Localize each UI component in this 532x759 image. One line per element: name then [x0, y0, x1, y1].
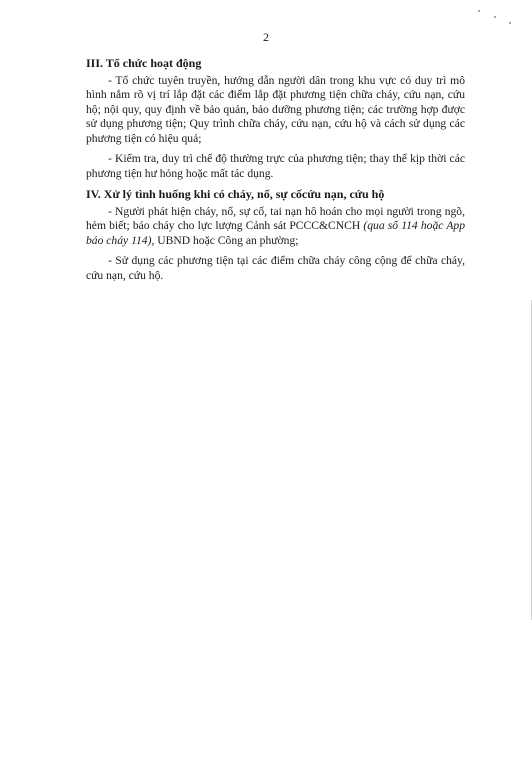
section-heading-iii: III. Tổ chức hoạt động — [86, 56, 202, 70]
document-body — [86, 50, 465, 289]
paragraph — [86, 205, 465, 249]
paragraph: - Tổ chức tuyên truyền, hướng dẫn người dân trong khu vực có duy trì mô hình nắm rõ vị trí lắp đặt các điểm lắp đặt phương tiện chữa cháy, cứu nạn, cứu hộ; nội quy, quy định về bảo quản, bảo dưỡng phương tiện; các trường hợp được sử dụng phương tiện; Quy trình chữa cháy, cứu nạn, cứu hộ và cách sử dụng các phương tiện có hiệu quả; — [86, 73, 465, 145]
scan-speck — [509, 22, 511, 24]
scan-speck — [494, 16, 496, 18]
scan-speck — [478, 10, 480, 12]
section-heading-iv: IV. Xử lý tình huống khi có cháy, nổ, sự cốcứu nạn, cứu hộ — [86, 187, 385, 201]
page-number: 2 — [263, 30, 269, 44]
paragraph-text: , UBND hoặc Công an phường; — [151, 233, 299, 247]
paragraph-text: - Người phát hiện cháy, nổ, sự cố, tai nạn hô hoán cho mọi người trong ngõ, hẻm biết; báo cháy cho lực lượng Cảnh sát PCCC&CNCH — [86, 204, 465, 232]
paragraph: - Kiểm tra, duy trì chế độ thường trực của phương tiện; thay thế kịp thời các phương tiện hư hỏng hoặc mất tác dụng. — [86, 152, 465, 180]
paragraph: - Sử dụng các phương tiện tại các điểm chữa cháy công cộng để chữa cháy, cứu nạn, cứu hộ. — [86, 254, 465, 282]
paragraph-italic-text: (qua số 114 hoặc App báo cháy 114) — [86, 219, 465, 247]
